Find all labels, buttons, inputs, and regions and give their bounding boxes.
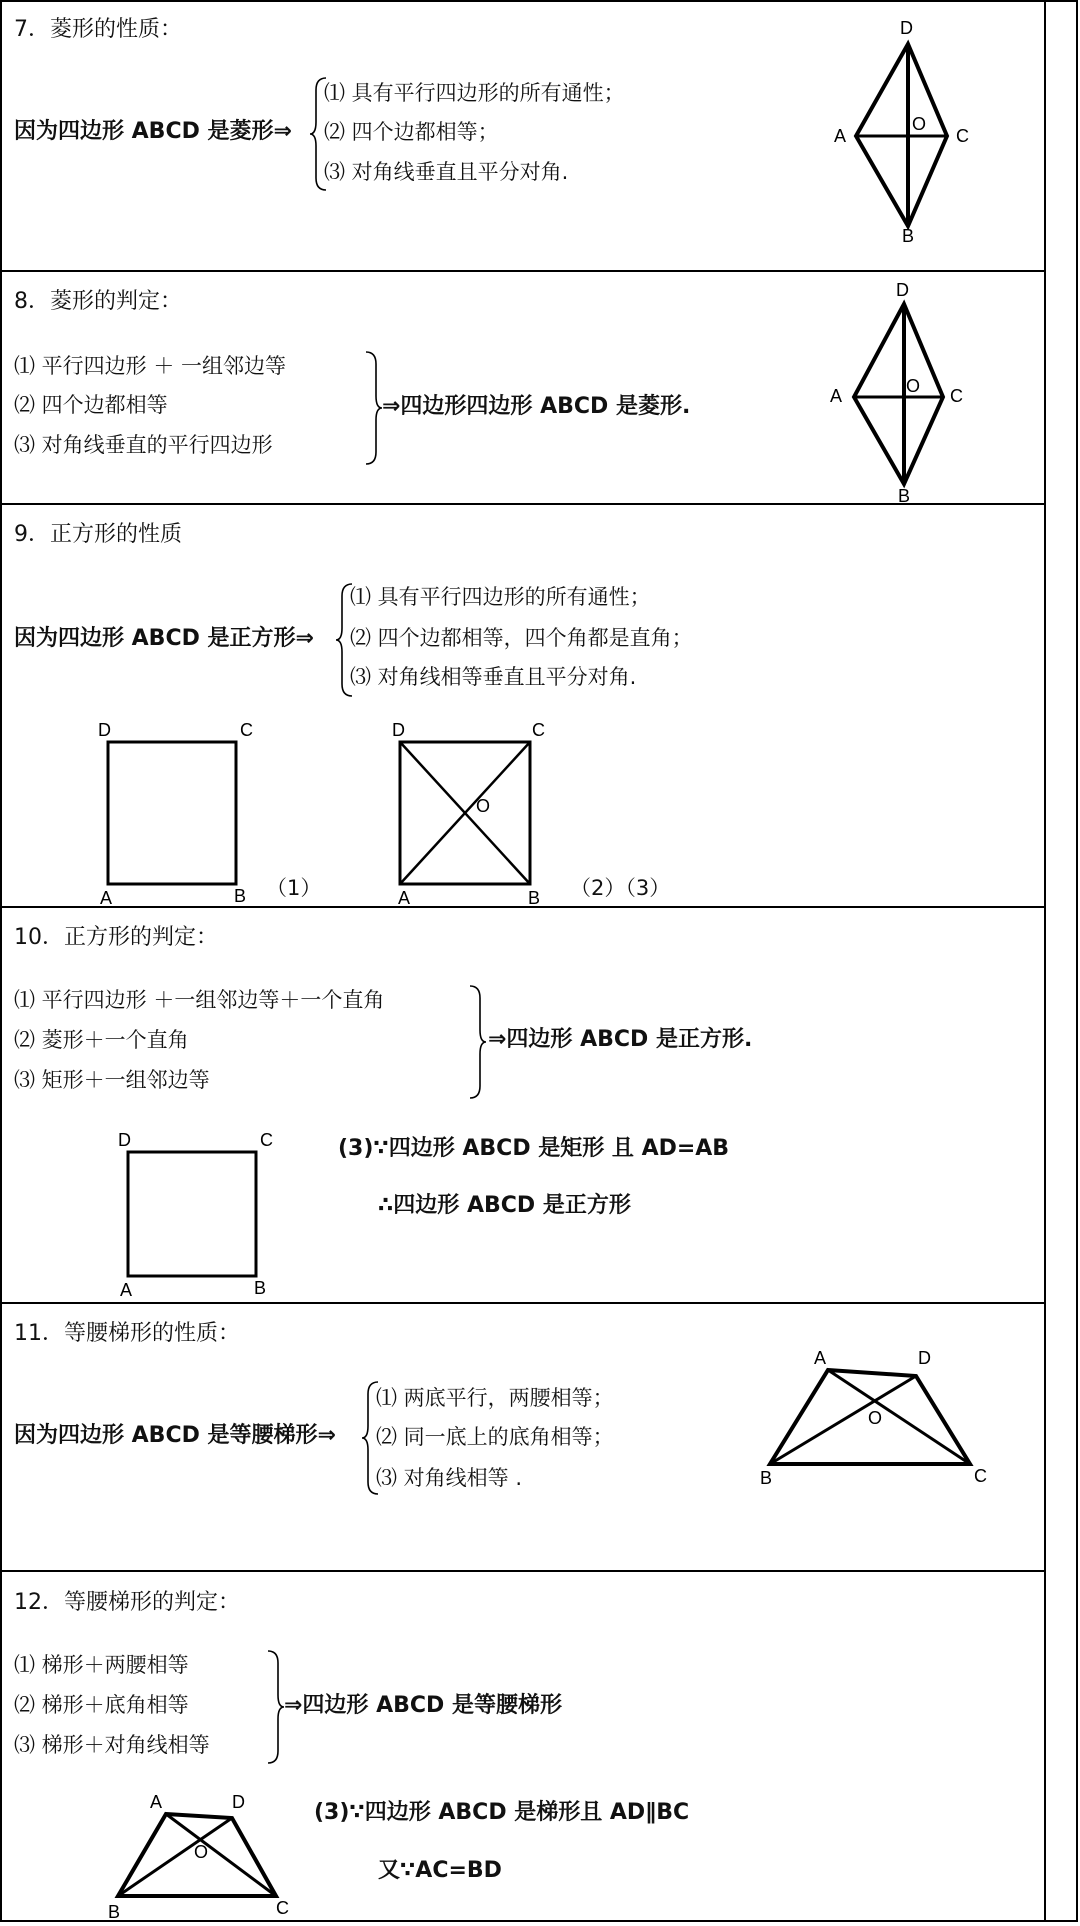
vertex-label: B xyxy=(254,1278,267,1298)
center-label: O xyxy=(906,376,921,396)
property-item: ⑶ 对角线相等 . xyxy=(376,1466,523,1490)
criterion-item: ⑵ 四个边都相等 xyxy=(14,393,168,417)
square-figure-1 xyxy=(94,720,334,908)
property-item: ⑵ 四个边都相等； xyxy=(324,120,499,144)
vertex-label: B xyxy=(898,486,911,506)
conclusion-text: ⇒四边形 ABCD 是等腰梯形 xyxy=(284,1693,562,1718)
conclusion-text: ⇒四边形 ABCD 是正方形. xyxy=(488,1027,753,1052)
rhombus-figure xyxy=(830,14,980,250)
section-title: 8．菱形的判定： xyxy=(14,289,182,314)
property-item: ⑵ 同一底上的底角相等； xyxy=(376,1425,614,1449)
proof-line: ∴四边形 ABCD 是正方形 xyxy=(378,1193,631,1218)
criterion-item: ⑵ 菱形＋一个直角 xyxy=(14,1028,189,1052)
row-divider xyxy=(0,503,1044,505)
proof-line: (3)∵四边形 ABCD 是梯形且 AD∥BC xyxy=(314,1800,690,1825)
isosceles-trapezoid-figure xyxy=(756,1346,996,1496)
vertex-label: D xyxy=(900,18,913,38)
row-divider xyxy=(0,270,1044,272)
vertex-label: D xyxy=(896,280,909,300)
vertex-label: C xyxy=(956,126,969,146)
property-item: ⑴ 两底平行，两腰相等； xyxy=(376,1386,614,1410)
proof-line: (3)∵四边形 ABCD 是矩形 且 AD=AB xyxy=(338,1136,730,1161)
section-title: 9．正方形的性质 xyxy=(14,522,182,547)
right-brace xyxy=(468,984,484,1100)
vertex-label: A xyxy=(398,888,411,908)
section-title: 11．等腰梯形的性质： xyxy=(14,1321,240,1346)
center-label: O xyxy=(912,114,927,134)
vertex-label: D xyxy=(98,720,111,740)
rhombus-figure xyxy=(826,280,976,506)
vertex-label: A xyxy=(834,126,847,146)
criterion-item: ⑶ 对角线垂直的平行四边形 xyxy=(14,433,273,457)
criterion-item: ⑴ 梯形＋两腰相等 xyxy=(14,1653,189,1677)
vertex-label: A xyxy=(830,386,843,406)
isosceles-trapezoid-figure xyxy=(104,1794,304,1924)
premise-text: 因为四边形 ABCD 是菱形⇒ xyxy=(14,119,292,144)
section-title: 7．菱形的性质： xyxy=(14,17,182,42)
vertex-label: A xyxy=(150,1792,163,1812)
section-title: 10．正方形的判定： xyxy=(14,925,218,950)
vertex-label: D xyxy=(392,720,405,740)
property-item: ⑶ 对角线垂直且平分对角. xyxy=(324,160,569,184)
row-divider xyxy=(0,1570,1044,1572)
center-label: O xyxy=(868,1408,883,1428)
vertex-label: A xyxy=(100,888,113,908)
vertex-label: A xyxy=(120,1280,133,1300)
vertex-label: C xyxy=(260,1130,273,1150)
vertex-label: D xyxy=(918,1348,931,1368)
figure-caption: （1） xyxy=(266,876,322,900)
vertex-label: C xyxy=(950,386,963,406)
vertex-label: D xyxy=(118,1130,131,1150)
vertex-label: C xyxy=(974,1466,987,1486)
criterion-item: ⑴ 平行四边形 ＋一组邻边等＋一个直角 xyxy=(14,988,385,1012)
row-divider xyxy=(0,1302,1044,1304)
center-label: O xyxy=(194,1842,209,1862)
vertex-label: B xyxy=(902,226,915,246)
vertex-label: B xyxy=(528,888,541,908)
vertex-label: A xyxy=(814,1348,827,1368)
square-figure xyxy=(114,1130,284,1300)
vertex-label: C xyxy=(532,720,545,740)
vertex-label: B xyxy=(234,886,247,906)
center-label: O xyxy=(476,796,491,816)
square-figure-2 xyxy=(390,720,570,908)
right-brace xyxy=(266,1649,282,1765)
property-item: ⑵ 四个边都相等，四个角都是直角； xyxy=(350,626,693,650)
criterion-item: ⑴ 平行四边形 ＋ 一组邻边等 xyxy=(14,354,287,378)
vertex-label: C xyxy=(276,1898,289,1918)
section-title: 12．等腰梯形的判定： xyxy=(14,1590,240,1615)
criterion-item: ⑶ 梯形＋对角线相等 xyxy=(14,1733,210,1757)
column-divider xyxy=(1044,0,1046,1922)
property-item: ⑶ 对角线相等垂直且平分对角. xyxy=(350,665,637,689)
criterion-item: ⑶ 矩形＋一组邻边等 xyxy=(14,1068,210,1092)
premise-text: 因为四边形 ABCD 是等腰梯形⇒ xyxy=(14,1423,336,1448)
vertex-label: C xyxy=(240,720,253,740)
proof-line: 又∵AC=BD xyxy=(378,1858,502,1883)
premise-text: 因为四边形 ABCD 是正方形⇒ xyxy=(14,626,314,651)
vertex-label: B xyxy=(760,1468,773,1488)
vertex-label: D xyxy=(232,1792,245,1812)
conclusion-text: ⇒四边形四边形 ABCD 是菱形. xyxy=(382,394,691,419)
row-divider xyxy=(0,906,1044,908)
figure-caption: （2）（3） xyxy=(570,876,671,900)
vertex-label: B xyxy=(108,1902,121,1922)
criterion-item: ⑵ 梯形＋底角相等 xyxy=(14,1693,189,1717)
property-item: ⑴ 具有平行四边形的所有通性； xyxy=(324,81,625,105)
right-brace xyxy=(364,350,380,466)
property-item: ⑴ 具有平行四边形的所有通性； xyxy=(350,585,651,609)
